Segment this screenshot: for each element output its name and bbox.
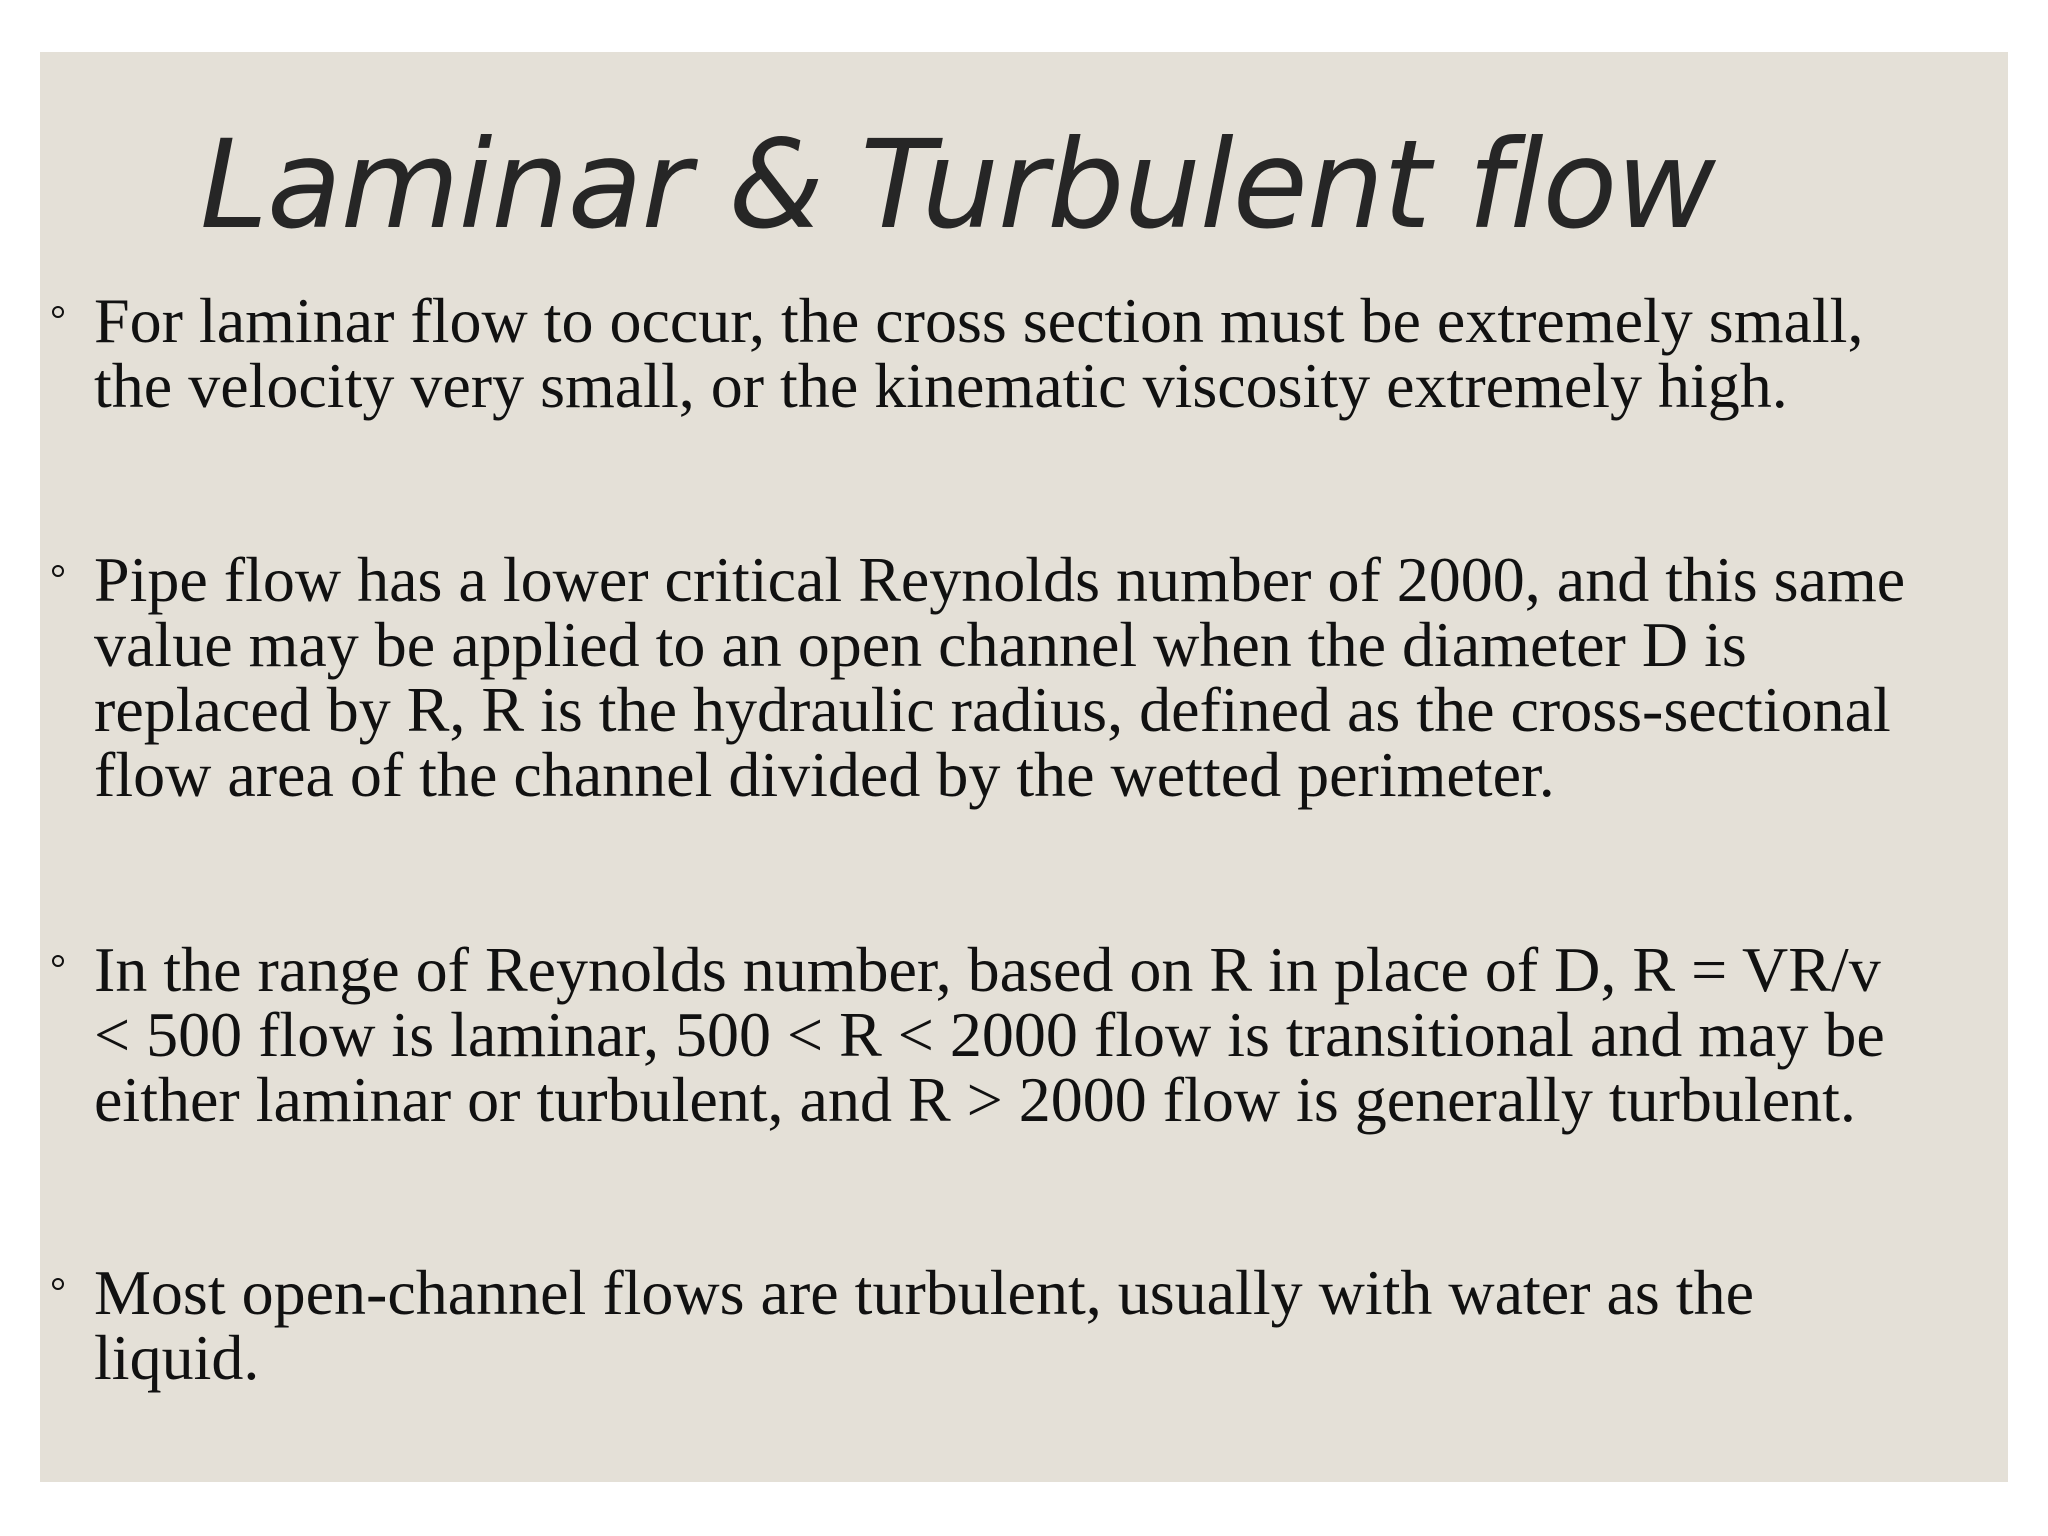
bullet-circle-icon	[52, 306, 64, 318]
bullet-circle-icon	[52, 1278, 64, 1290]
bullet-text	[94, 544, 1994, 810]
bullet-line: < 500 flow is laminar, 500 < R < 2000 flow is transitional and may be	[94, 999, 1885, 1070]
bullet-line: either laminar or turbulent, and R > 2000 flow is generally turbulent.	[94, 1064, 1856, 1135]
bullet-line: For laminar flow to occur, the cross section must be extremely small,	[94, 285, 1864, 356]
slide-title: Laminar & Turbulent flow	[200, 114, 1716, 256]
bullet-text	[94, 1257, 1994, 1393]
bullet-line: replaced by R, R is the hydraulic radius, defined as the cross-sectional	[94, 674, 1891, 745]
bullet-text	[94, 934, 1994, 1135]
bullet-circle-icon	[52, 955, 64, 967]
bullet-line: the velocity very small, or the kinematic viscosity extremely high.	[94, 350, 1788, 421]
bullet-line: In the range of Reynolds number, based on R in place of D, R = VR/v	[94, 934, 1881, 1005]
bullet-line: flow area of the channel divided by the wetted perimeter.	[94, 739, 1555, 810]
bullet-line: Most open-channel flows are turbulent, usually with water as the	[94, 1257, 1754, 1328]
bullet-line: liquid.	[94, 1322, 260, 1393]
bullet-text	[94, 285, 1994, 421]
bullet-circle-icon	[52, 565, 64, 577]
slide	[40, 52, 2008, 1482]
bullet-line: Pipe flow has a lower critical Reynolds number of 2000, and this same	[94, 544, 1906, 615]
bullet-line: value may be applied to an open channel when the diameter D is	[94, 609, 1747, 680]
